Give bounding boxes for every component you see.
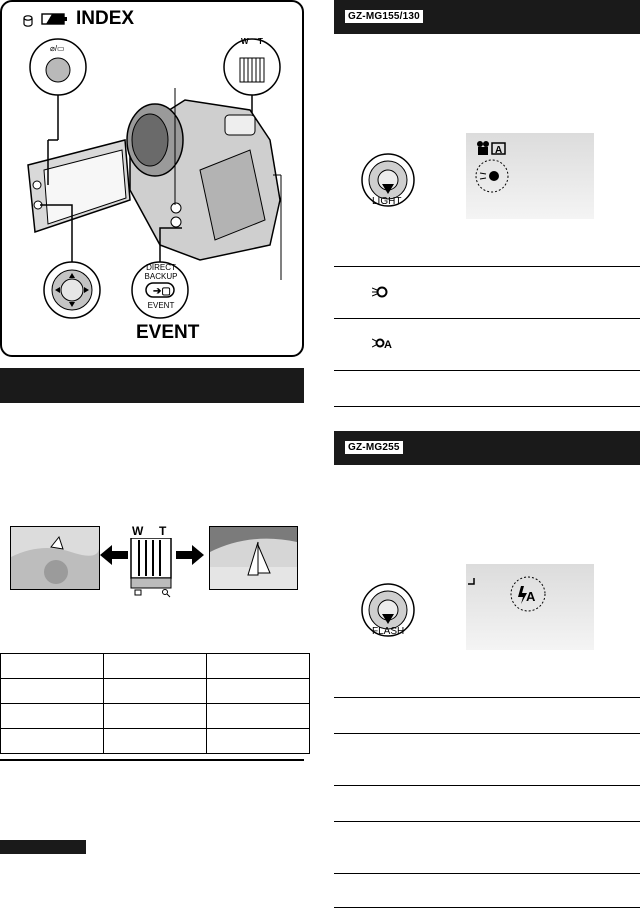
zoom-ratio-table	[0, 653, 310, 754]
zoom-w-label: W	[241, 37, 249, 46]
svg-text:A: A	[384, 339, 392, 350]
model-tag: GZ-MG155/130	[345, 10, 423, 23]
table-row	[1, 729, 310, 754]
divider	[334, 266, 640, 267]
svg-text:A: A	[495, 145, 503, 156]
zoom-in-arrow-icon	[176, 545, 204, 565]
table-row	[1, 704, 310, 729]
zoom-lever-icon	[127, 538, 175, 598]
table-row	[1, 654, 310, 679]
joystick-icon	[44, 262, 100, 318]
zoom-t-label: T	[258, 37, 263, 46]
event-label: EVENT	[136, 322, 200, 343]
divider	[334, 785, 640, 786]
model-tag: GZ-MG255	[345, 441, 403, 454]
table-row	[1, 679, 310, 704]
storage-mode-icon	[24, 16, 32, 26]
lcd-screen	[28, 140, 130, 232]
lcd-preview-flash	[466, 564, 594, 650]
event-small-label: EVENT	[147, 301, 175, 310]
zoom-section-header	[0, 368, 304, 403]
flash-button-label: FLASH	[372, 626, 405, 637]
svg-text:⌀/▭: ⌀/▭	[50, 44, 65, 53]
camcorder-body	[127, 100, 280, 260]
divider	[334, 697, 640, 698]
battery-icon	[42, 14, 67, 24]
light-auto-icon	[372, 336, 394, 350]
flash-auto-icon	[518, 586, 536, 604]
divider	[334, 406, 640, 407]
divider	[334, 733, 640, 734]
light-button-label: LIGHT	[372, 196, 402, 207]
divider	[334, 821, 640, 822]
light-icon	[480, 171, 499, 181]
lcd-preview-light	[466, 133, 594, 219]
direct-backup-label: DIRECT BACKUP	[144, 263, 178, 281]
wide-view-image	[10, 526, 100, 590]
svg-text:➔▢: ➔▢	[153, 286, 171, 297]
divider	[334, 318, 640, 319]
svg-text:A: A	[526, 589, 536, 604]
light-icon	[372, 285, 388, 299]
zoom-t-letter: T	[159, 524, 167, 538]
tele-view-image	[209, 526, 298, 590]
index-label: INDEX	[76, 8, 135, 29]
divider	[334, 370, 640, 371]
video-mode-icon	[477, 141, 489, 155]
divider	[334, 907, 640, 908]
note-label-bar	[0, 840, 86, 854]
divider	[0, 759, 304, 761]
divider	[334, 873, 640, 874]
zoom-out-arrow-icon	[100, 545, 128, 565]
zoom-w-letter: W	[132, 524, 144, 538]
